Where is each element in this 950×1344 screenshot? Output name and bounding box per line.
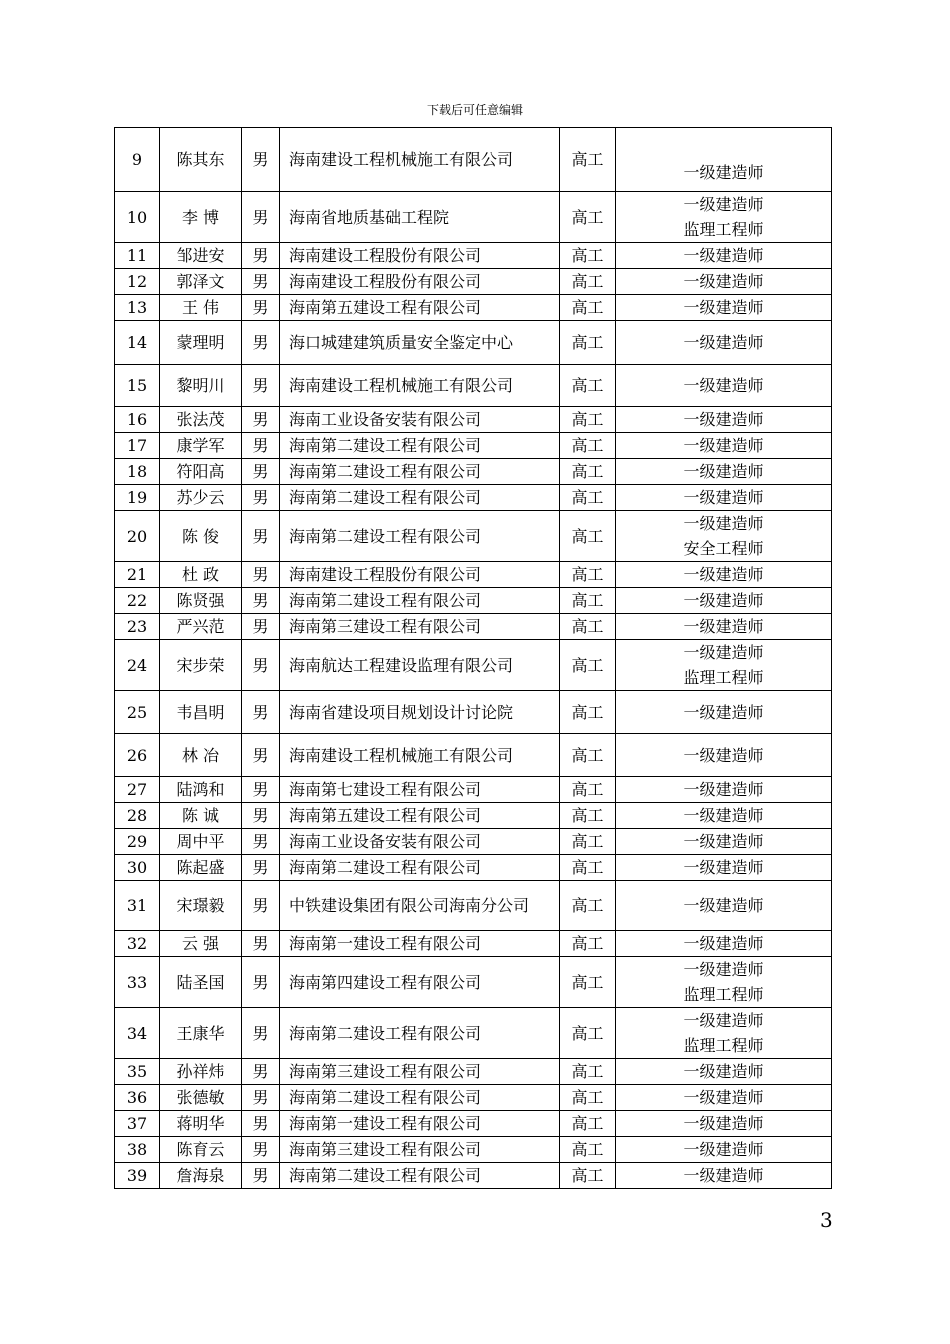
certification: 一级建造师	[683, 1088, 764, 1107]
table-row	[115, 1111, 832, 1137]
cell-number: 15	[115, 365, 160, 407]
cell-gender: 男	[242, 485, 280, 511]
cell-name: 宋步荣	[160, 640, 242, 691]
table-row	[115, 803, 832, 829]
cell-name: 陈育云	[160, 1137, 242, 1163]
table-row	[115, 588, 832, 614]
cell-certifications	[616, 829, 832, 855]
roster-table	[114, 127, 832, 1189]
table-row	[115, 192, 832, 243]
cell-title: 高工	[560, 407, 616, 433]
certification: 一级建造师	[683, 806, 764, 825]
cell-name: 张德敏	[160, 1085, 242, 1111]
cell-title: 高工	[560, 365, 616, 407]
cell-title: 高工	[560, 1059, 616, 1085]
cell-title: 高工	[560, 269, 616, 295]
cell-number: 27	[115, 777, 160, 803]
cell-certifications	[616, 614, 832, 640]
table-row	[115, 562, 832, 588]
cell-certifications	[616, 931, 832, 957]
certification: 一级建造师	[683, 1166, 764, 1185]
certification: 一级建造师	[683, 1011, 764, 1030]
cell-title: 高工	[560, 1137, 616, 1163]
header-note: 下载后可任意编辑	[426, 103, 523, 117]
cell-organization: 海南工业设备安装有限公司	[280, 407, 560, 433]
cell-certifications	[616, 803, 832, 829]
certification: 一级建造师	[683, 488, 764, 507]
table-row	[115, 691, 832, 734]
cell-title: 高工	[560, 433, 616, 459]
cell-name: 孙祥炜	[160, 1059, 242, 1085]
table-row	[115, 1008, 832, 1059]
certification: 一级建造师	[683, 960, 764, 979]
cell-gender: 男	[242, 1008, 280, 1059]
certification: 一级建造师	[683, 591, 764, 610]
certification: 监理工程师	[683, 1036, 764, 1055]
cell-name: 陈其东	[160, 128, 242, 192]
table-row	[115, 459, 832, 485]
cell-number: 28	[115, 803, 160, 829]
certification: 一级建造师	[683, 462, 764, 481]
certification: 一级建造师	[683, 617, 764, 636]
certification: 一级建造师	[683, 163, 764, 182]
cell-number: 9	[115, 128, 160, 192]
cell-organization: 海南建设工程机械施工有限公司	[280, 365, 560, 407]
cell-number: 19	[115, 485, 160, 511]
cell-organization: 海南第二建设工程有限公司	[280, 855, 560, 881]
certification: 监理工程师	[683, 668, 764, 687]
cell-gender: 男	[242, 691, 280, 734]
cell-name: 王康华	[160, 1008, 242, 1059]
cell-certifications	[616, 777, 832, 803]
cell-gender: 男	[242, 1163, 280, 1189]
cell-title: 高工	[560, 803, 616, 829]
cell-name: 李 博	[160, 192, 242, 243]
cell-title: 高工	[560, 485, 616, 511]
cell-title: 高工	[560, 295, 616, 321]
cell-name: 邹进安	[160, 243, 242, 269]
cell-gender: 男	[242, 957, 280, 1008]
cell-organization: 海南省建设项目规划设计讨论院	[280, 691, 560, 734]
cell-number: 23	[115, 614, 160, 640]
cell-organization: 海南省地质基础工程院	[280, 192, 560, 243]
cell-title: 高工	[560, 459, 616, 485]
cell-name: 韦昌明	[160, 691, 242, 734]
cell-gender: 男	[242, 640, 280, 691]
table-row	[115, 931, 832, 957]
cell-number: 37	[115, 1111, 160, 1137]
cell-number: 20	[115, 511, 160, 562]
cell-name: 陈起盛	[160, 855, 242, 881]
cell-name: 周中平	[160, 829, 242, 855]
cell-number: 21	[115, 562, 160, 588]
cell-name: 云 强	[160, 931, 242, 957]
cell-title: 高工	[560, 1085, 616, 1111]
certification: 安全工程师	[683, 539, 764, 558]
cell-organization: 海南第三建设工程有限公司	[280, 1059, 560, 1085]
cell-organization: 海南建设工程机械施工有限公司	[280, 734, 560, 777]
certification: 一级建造师	[683, 832, 764, 851]
cell-certifications	[616, 269, 832, 295]
certification: 一级建造师	[683, 514, 764, 533]
certification: 一级建造师	[683, 298, 764, 317]
certification: 一级建造师	[683, 934, 764, 953]
cell-certifications	[616, 1137, 832, 1163]
cell-number: 38	[115, 1137, 160, 1163]
certification: 一级建造师	[683, 333, 764, 352]
table-row	[115, 1137, 832, 1163]
cell-certifications	[616, 243, 832, 269]
certification: 一级建造师	[683, 858, 764, 877]
cell-title: 高工	[560, 640, 616, 691]
cell-number: 16	[115, 407, 160, 433]
cell-name: 郭泽文	[160, 269, 242, 295]
cell-certifications	[616, 691, 832, 734]
cell-title: 高工	[560, 691, 616, 734]
cell-organization: 海南航达工程建设监理有限公司	[280, 640, 560, 691]
cell-number: 32	[115, 931, 160, 957]
cell-name: 黎明川	[160, 365, 242, 407]
table-row	[115, 1163, 832, 1189]
cell-organization: 海南第二建设工程有限公司	[280, 511, 560, 562]
cell-gender: 男	[242, 931, 280, 957]
table-row	[115, 433, 832, 459]
cell-certifications	[616, 1008, 832, 1059]
table-row	[115, 777, 832, 803]
cell-name: 张法茂	[160, 407, 242, 433]
certification: 一级建造师	[683, 565, 764, 584]
cell-gender: 男	[242, 269, 280, 295]
certification: 一级建造师	[683, 702, 764, 722]
cell-organization: 海南第五建设工程有限公司	[280, 295, 560, 321]
cell-number: 25	[115, 691, 160, 734]
cell-gender: 男	[242, 243, 280, 269]
table-row	[115, 829, 832, 855]
cell-organization: 海南第二建设工程有限公司	[280, 485, 560, 511]
certification: 一级建造师	[683, 272, 764, 291]
cell-certifications	[616, 433, 832, 459]
cell-title: 高工	[560, 855, 616, 881]
cell-number: 34	[115, 1008, 160, 1059]
cell-certifications	[616, 734, 832, 777]
cell-title: 高工	[560, 1111, 616, 1137]
table-row	[115, 957, 832, 1008]
cell-number: 18	[115, 459, 160, 485]
cell-name: 詹海泉	[160, 1163, 242, 1189]
cell-organization: 海南建设工程股份有限公司	[280, 243, 560, 269]
cell-organization: 海南第五建设工程有限公司	[280, 803, 560, 829]
cell-organization: 海南第二建设工程有限公司	[280, 1085, 560, 1111]
cell-organization: 海南第二建设工程有限公司	[280, 459, 560, 485]
cell-name: 宋璟毅	[160, 881, 242, 931]
table-row	[115, 1059, 832, 1085]
cell-title: 高工	[560, 243, 616, 269]
cell-number: 33	[115, 957, 160, 1008]
cell-certifications	[616, 1085, 832, 1111]
cell-number: 14	[115, 321, 160, 365]
cell-title: 高工	[560, 931, 616, 957]
cell-certifications	[616, 1163, 832, 1189]
cell-organization: 海南第三建设工程有限公司	[280, 614, 560, 640]
certification: 一级建造师	[683, 745, 764, 765]
certification: 一级建造师	[683, 896, 764, 915]
cell-title: 高工	[560, 128, 616, 192]
certification: 一级建造师	[683, 195, 764, 214]
cell-gender: 男	[242, 459, 280, 485]
cell-name: 王 伟	[160, 295, 242, 321]
cell-organization: 海南第三建设工程有限公司	[280, 1137, 560, 1163]
cell-name: 陈 诚	[160, 803, 242, 829]
table-row	[115, 128, 832, 192]
certification: 一级建造师	[683, 1140, 764, 1159]
cell-title: 高工	[560, 321, 616, 365]
page-number: 3	[820, 1208, 833, 1232]
table-row	[115, 243, 832, 269]
certification: 一级建造师	[683, 1114, 764, 1133]
cell-gender: 男	[242, 734, 280, 777]
cell-organization: 海南第二建设工程有限公司	[280, 1008, 560, 1059]
cell-name: 苏少云	[160, 485, 242, 511]
table-row	[115, 614, 832, 640]
cell-certifications	[616, 640, 832, 691]
cell-organization: 海南第七建设工程有限公司	[280, 777, 560, 803]
cell-number: 30	[115, 855, 160, 881]
cell-organization: 海口城建建筑质量安全鉴定中心	[280, 321, 560, 365]
cell-title: 高工	[560, 511, 616, 562]
table-row	[115, 407, 832, 433]
certification: 一级建造师	[683, 376, 764, 395]
cell-gender: 男	[242, 321, 280, 365]
cell-name: 符阳高	[160, 459, 242, 485]
cell-organization: 海南建设工程股份有限公司	[280, 562, 560, 588]
cell-title: 高工	[560, 562, 616, 588]
cell-name: 杜 政	[160, 562, 242, 588]
cell-gender: 男	[242, 1059, 280, 1085]
certification: 监理工程师	[683, 985, 764, 1004]
cell-number: 24	[115, 640, 160, 691]
cell-name: 蒙理明	[160, 321, 242, 365]
cell-gender: 男	[242, 128, 280, 192]
cell-title: 高工	[560, 1163, 616, 1189]
cell-certifications	[616, 192, 832, 243]
cell-gender: 男	[242, 855, 280, 881]
cell-title: 高工	[560, 777, 616, 803]
cell-number: 36	[115, 1085, 160, 1111]
cell-number: 11	[115, 243, 160, 269]
table-row	[115, 881, 832, 931]
certification: 一级建造师	[683, 436, 764, 455]
table-row	[115, 485, 832, 511]
cell-certifications	[616, 407, 832, 433]
cell-number: 17	[115, 433, 160, 459]
cell-certifications	[616, 365, 832, 407]
cell-gender: 男	[242, 829, 280, 855]
certification: 一级建造师	[683, 643, 764, 662]
cell-name: 严兴范	[160, 614, 242, 640]
table-row	[115, 269, 832, 295]
table-row	[115, 734, 832, 777]
cell-organization: 海南第二建设工程有限公司	[280, 433, 560, 459]
cell-certifications	[616, 1059, 832, 1085]
cell-title: 高工	[560, 588, 616, 614]
cell-gender: 男	[242, 803, 280, 829]
table-row	[115, 295, 832, 321]
cell-title: 高工	[560, 829, 616, 855]
cell-gender: 男	[242, 192, 280, 243]
cell-title: 高工	[560, 614, 616, 640]
cell-gender: 男	[242, 777, 280, 803]
cell-title: 高工	[560, 957, 616, 1008]
roster-body	[115, 128, 832, 1189]
cell-gender: 男	[242, 407, 280, 433]
cell-name: 蒋明华	[160, 1111, 242, 1137]
cell-gender: 男	[242, 588, 280, 614]
cell-certifications	[616, 855, 832, 881]
cell-certifications	[616, 881, 832, 931]
cell-gender: 男	[242, 1137, 280, 1163]
certification: 一级建造师	[683, 410, 764, 429]
cell-certifications	[616, 562, 832, 588]
table-row	[115, 321, 832, 365]
cell-number: 10	[115, 192, 160, 243]
cell-title: 高工	[560, 1008, 616, 1059]
certification: 监理工程师	[683, 220, 764, 239]
cell-gender: 男	[242, 295, 280, 321]
cell-organization: 中铁建设集团有限公司海南分公司	[280, 881, 560, 931]
cell-certifications	[616, 295, 832, 321]
cell-organization: 海南第一建设工程有限公司	[280, 931, 560, 957]
table-row	[115, 511, 832, 562]
cell-organization: 海南第二建设工程有限公司	[280, 588, 560, 614]
cell-certifications	[616, 321, 832, 365]
cell-number: 35	[115, 1059, 160, 1085]
table-row	[115, 365, 832, 407]
cell-number: 13	[115, 295, 160, 321]
cell-organization: 海南工业设备安装有限公司	[280, 829, 560, 855]
cell-gender: 男	[242, 562, 280, 588]
cell-organization: 海南建设工程机械施工有限公司	[280, 128, 560, 192]
cell-certifications	[616, 459, 832, 485]
cell-number: 22	[115, 588, 160, 614]
cell-name: 陈贤强	[160, 588, 242, 614]
cell-organization: 海南建设工程股份有限公司	[280, 269, 560, 295]
cell-name: 陈 俊	[160, 511, 242, 562]
cell-number: 29	[115, 829, 160, 855]
cell-gender: 男	[242, 433, 280, 459]
cell-gender: 男	[242, 365, 280, 407]
table-row	[115, 855, 832, 881]
certification: 一级建造师	[683, 1062, 764, 1081]
cell-name: 陆圣国	[160, 957, 242, 1008]
cell-title: 高工	[560, 734, 616, 777]
cell-gender: 男	[242, 1085, 280, 1111]
cell-title: 高工	[560, 192, 616, 243]
cell-name: 林 冶	[160, 734, 242, 777]
cell-gender: 男	[242, 1111, 280, 1137]
cell-certifications	[616, 485, 832, 511]
cell-organization: 海南第四建设工程有限公司	[280, 957, 560, 1008]
cell-organization: 海南第一建设工程有限公司	[280, 1111, 560, 1137]
cell-certifications	[616, 128, 832, 192]
cell-organization: 海南第二建设工程有限公司	[280, 1163, 560, 1189]
cell-certifications	[616, 1111, 832, 1137]
certification: 一级建造师	[683, 246, 764, 265]
cell-number: 26	[115, 734, 160, 777]
cell-number: 12	[115, 269, 160, 295]
cell-certifications	[616, 588, 832, 614]
certification: 一级建造师	[683, 780, 764, 799]
cell-gender: 男	[242, 881, 280, 931]
cell-number: 39	[115, 1163, 160, 1189]
cell-gender: 男	[242, 614, 280, 640]
cell-number: 31	[115, 881, 160, 931]
cell-title: 高工	[560, 881, 616, 931]
cell-gender: 男	[242, 511, 280, 562]
cell-name: 陆鸿和	[160, 777, 242, 803]
cell-certifications	[616, 957, 832, 1008]
table-row	[115, 1085, 832, 1111]
cell-certifications	[616, 511, 832, 562]
cell-name: 康学军	[160, 433, 242, 459]
table-row	[115, 640, 832, 691]
